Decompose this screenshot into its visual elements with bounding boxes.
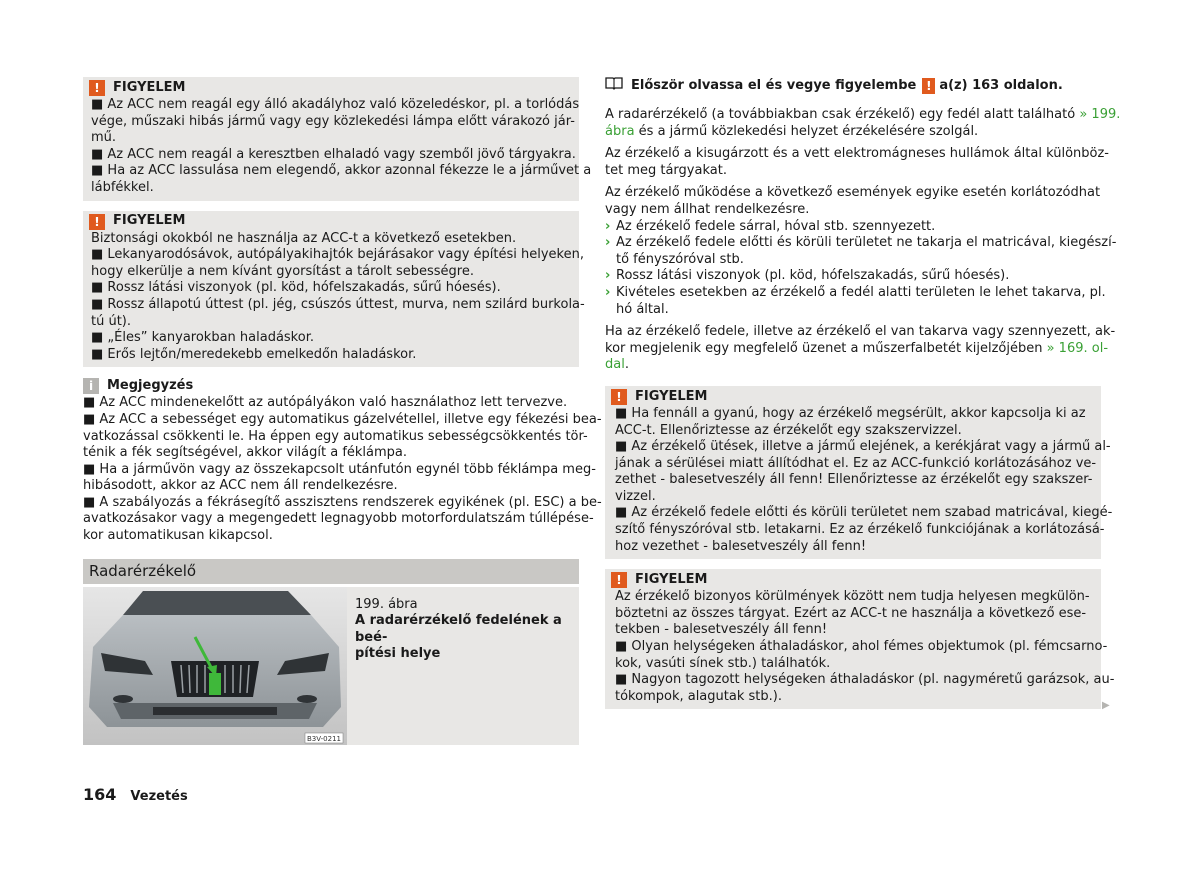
warning-header [611, 571, 1095, 589]
text-line: mű. [91, 130, 117, 146]
text-segment: A radarérzékelő (a továbbiakban csak érzékelő) egy fedél alatt található [605, 107, 1076, 122]
figure-link[interactable]: » 199. [1075, 107, 1121, 122]
text-line: ■ A szabályozás a fékrásegítő asszisztens rendszerek egyikének (pl. ESC) a be- [83, 494, 602, 510]
warning-box-2 [83, 211, 585, 368]
text-line: Az érzékelő fedele sárral, hóval stb. szennyezett. [616, 218, 936, 234]
figure-row [83, 587, 579, 745]
text-segment: kor megjelenik egy megfelelő üzenet a műszerfalbetét kijelzőjében [605, 340, 1043, 356]
text-line: Kivételes esetekben az érzékelő a fedél alatti területen le lehet takarva, pl. [616, 284, 1106, 300]
text-line: böztetni az összes tárgyat. Ezért az ACC-t ne használja a következő ese- [615, 605, 1087, 621]
note-title: Megjegyzés [107, 378, 194, 394]
list-item [605, 235, 1117, 268]
text-line: Az érzékelő fedele előtti és körüli területet ne takarja el matricával, kiegészí- [616, 235, 1117, 251]
list-item [605, 284, 1106, 318]
text-segment: . [624, 357, 629, 373]
text-line: vatkozással csökkenti le. Ha éppen egy automatikus sebességcsökkentés tör- [83, 428, 588, 444]
list-item [605, 268, 1101, 285]
text-line [605, 107, 1121, 124]
text-line: ■ Ha fennáll a gyanú, hogy az érzékelő megsérült, akkor kapcsolja ki az [615, 405, 1086, 421]
page-footer [83, 787, 188, 806]
warning-2-text [91, 230, 585, 364]
text-line: ■ Ha az ACC lassulása nem elegendő, akkor azonnal fékezze le a járművet a [91, 163, 592, 179]
text-line: hibásodott, akkor az ACC nem áll rendelkezésre. [83, 478, 398, 494]
text-line: vizzel. [615, 488, 656, 504]
warning-icon: ! [89, 214, 105, 230]
text-line: hó által. [616, 301, 669, 317]
section-heading-text: Radarérzékelő [89, 561, 197, 580]
text-line: hoz vezethet - balesetveszély áll fenn! [615, 538, 867, 554]
text-line: ■ Ha a járművön vagy az összekapcsolt utánfutón egynél több féklámpa meg- [83, 461, 596, 477]
text-line: hogy elkerülje a nem kívánt gyorsítást a tárolt sebességre. [91, 263, 474, 279]
section-heading [83, 559, 579, 584]
text-line: Az érzékelő bizonyos körülmények között nem tudja helyesen megkülön- [615, 589, 1090, 605]
text-line: Az érzékelő működése a következő események egyike esetén korlátozódhat [605, 185, 1101, 201]
warning-3-text [615, 405, 1113, 555]
text-line: kor automatikusan kikapcsol. [83, 528, 273, 544]
left-column [83, 77, 602, 745]
read-first-prefix: Először olvassa el és vegye figyelembe [631, 77, 917, 93]
page-number: 164 [83, 785, 117, 804]
text-line: Biztonsági okokból ne használja az ACC-t a következő esetekben. [91, 230, 517, 246]
text-line [605, 340, 1109, 358]
footer-section-name: Vezetés [130, 789, 188, 804]
page-link[interactable]: » 169. ol- [1042, 340, 1109, 356]
text-line: tókompok, alagutak stb.). [615, 688, 782, 704]
arrow-icon: › [605, 268, 611, 284]
text-line: ■ Az érzékelő ütések, illetve a jármű elejének, a kerékjárat vagy a jármű al- [615, 439, 1111, 455]
warning-box-3 [605, 386, 1113, 559]
warning-header [89, 79, 573, 97]
text-line: ténik a fék segítségével, akkor világít a féklámpa. [83, 445, 408, 461]
text-line: zethet - balesetveszély áll fenn! Ellenőriztesse az érzékelőt egy szakszer- [615, 472, 1093, 488]
text-line: ■ Lekanyarodósávok, autópályakihajtók bejárásakor vagy építési helyeken, [91, 247, 584, 263]
text-line: vagy nem állhat rendelkezésre. [605, 201, 810, 217]
warning-4-text [615, 589, 1115, 705]
paragraph-3 [605, 185, 1101, 218]
read-first-line [605, 77, 1101, 95]
warning-title: FIGYELEM [635, 388, 708, 404]
text-line: ■ Rossz látási viszonyok (pl. köd, hófelszakadás, sűrű hóesés). [91, 280, 501, 296]
text-line: avatkozásakor vagy a megengedett legnagyobb motorfordulatszám túllépése- [83, 511, 594, 527]
text-line: ■ Olyan helységeken áthaladáskor, ahol fémes objektumok (pl. fémcsarno- [615, 639, 1108, 655]
text-line: ■ Erős lejtőn/meredekebb emelkedőn haladáskor. [91, 346, 417, 362]
book-icon [605, 76, 623, 96]
car-front-figure [83, 587, 347, 745]
text-line: tet meg tárgyakat. [605, 162, 727, 178]
text-segment: és a jármű közlekedési helyzet érzékelésére szolgál. [634, 123, 979, 139]
note-block [83, 377, 602, 544]
warning-title: FIGYELEM [113, 79, 186, 95]
warning-icon: ! [89, 80, 105, 96]
figure-link[interactable]: ábra [605, 123, 635, 139]
text-line: ■ „Éles” kanyarokban haladáskor. [91, 330, 314, 346]
text-line [605, 124, 1101, 141]
warning-icon: ! [922, 78, 935, 94]
right-column [605, 77, 1121, 709]
text-line: kok, vasúti sínek stb.) találhatók. [615, 655, 831, 671]
figure-caption-line: pítési helye [355, 646, 441, 662]
image-code: B3V-0211 [307, 734, 341, 743]
note-text [83, 395, 602, 544]
warning-title: FIGYELEM [635, 571, 708, 587]
paragraph-4 [605, 324, 1116, 374]
list-item [605, 219, 1101, 236]
text-line: tő fényszóróval stb. [616, 251, 744, 267]
warning-icon: ! [611, 389, 627, 405]
condition-list [605, 218, 1117, 319]
text-line: tú út). [91, 313, 132, 329]
page-link[interactable]: dal [605, 357, 625, 373]
car-illustration [83, 587, 347, 745]
figure-caption [347, 587, 579, 745]
text-line: Ha az érzékelő fedele, illetve az érzékelő el van takarva vagy szennyezett, ak- [605, 324, 1116, 340]
paragraph-2 [605, 146, 1109, 179]
text-line: ■ Az ACC nem reagál egy álló akadályhoz való közeledéskor, pl. a torlódás [91, 97, 580, 112]
paragraph-1 [605, 107, 1121, 140]
arrow-icon: › [605, 218, 611, 234]
warning-title: FIGYELEM [113, 213, 186, 229]
info-icon: i [83, 378, 99, 394]
text-line: vége, műszaki hibás jármű vagy egy közlekedési lámpa előtt várakozó jár- [91, 113, 575, 129]
text-line: lábfékkel. [91, 179, 154, 195]
text-line: Az érzékelő a kisugárzott és a vett elektromágneses hullámok által különböz- [605, 146, 1109, 162]
warning-1-text [91, 97, 592, 197]
text-line [605, 357, 1101, 374]
text-line: ■ Az ACC mindenekelőtt az autópályákon való használathoz lett tervezve. [83, 395, 568, 411]
text-line: jának a sérülései miatt állítódhat el. Ez az ACC-funkció korlátozásához ve- [615, 455, 1097, 471]
text-line: Rossz látási viszonyok (pl. köd, hófelszakadás, sűrű hóesés). [616, 268, 1010, 284]
warning-box-4 [605, 569, 1115, 709]
text-line: ■ Rossz állapotú úttest (pl. jég, csúszós úttest, murva, nem szilárd burkola- [91, 296, 585, 312]
arrow-icon: › [605, 235, 611, 251]
text-line: ■ Az ACC nem reagál a keresztben elhaladó vagy szemből jövő tárgyakra. [91, 146, 576, 162]
text-line: ■ Nagyon tagozott helységeken áthaladáskor (pl. nagyméretű garázsok, au- [615, 672, 1115, 688]
figure-number: 199. ábra [355, 596, 418, 612]
text-line: ACC-t. Ellenőriztesse az érzékelőt egy szakszervizzel. [615, 422, 962, 438]
text-line: szítő fényszóróval stb. letakarni. Ez az érzékelő funkciójának a korlátozásá- [615, 522, 1105, 538]
note-header [83, 377, 579, 395]
continue-arrow-icon: ▶ [1102, 700, 1110, 711]
text-line: tekben - balesetveszély áll fenn! [615, 622, 828, 638]
warning-header [611, 388, 1095, 406]
figure-caption-line: A radarérzékelő fedelének a beé- [355, 613, 562, 645]
warning-header [89, 213, 573, 231]
text-line: ■ Az ACC a sebességet egy automatikus gázelvétellel, illetve egy fékezési bea- [83, 411, 602, 427]
warning-box-1 [83, 77, 592, 201]
read-first-suffix: a(z) 163 oldalon. [939, 77, 1063, 93]
arrow-icon: › [605, 284, 611, 300]
text-line: ■ Az érzékelő fedele előtti és körüli területet nem szabad matricával, kiegé- [615, 505, 1113, 521]
warning-icon: ! [611, 572, 627, 588]
